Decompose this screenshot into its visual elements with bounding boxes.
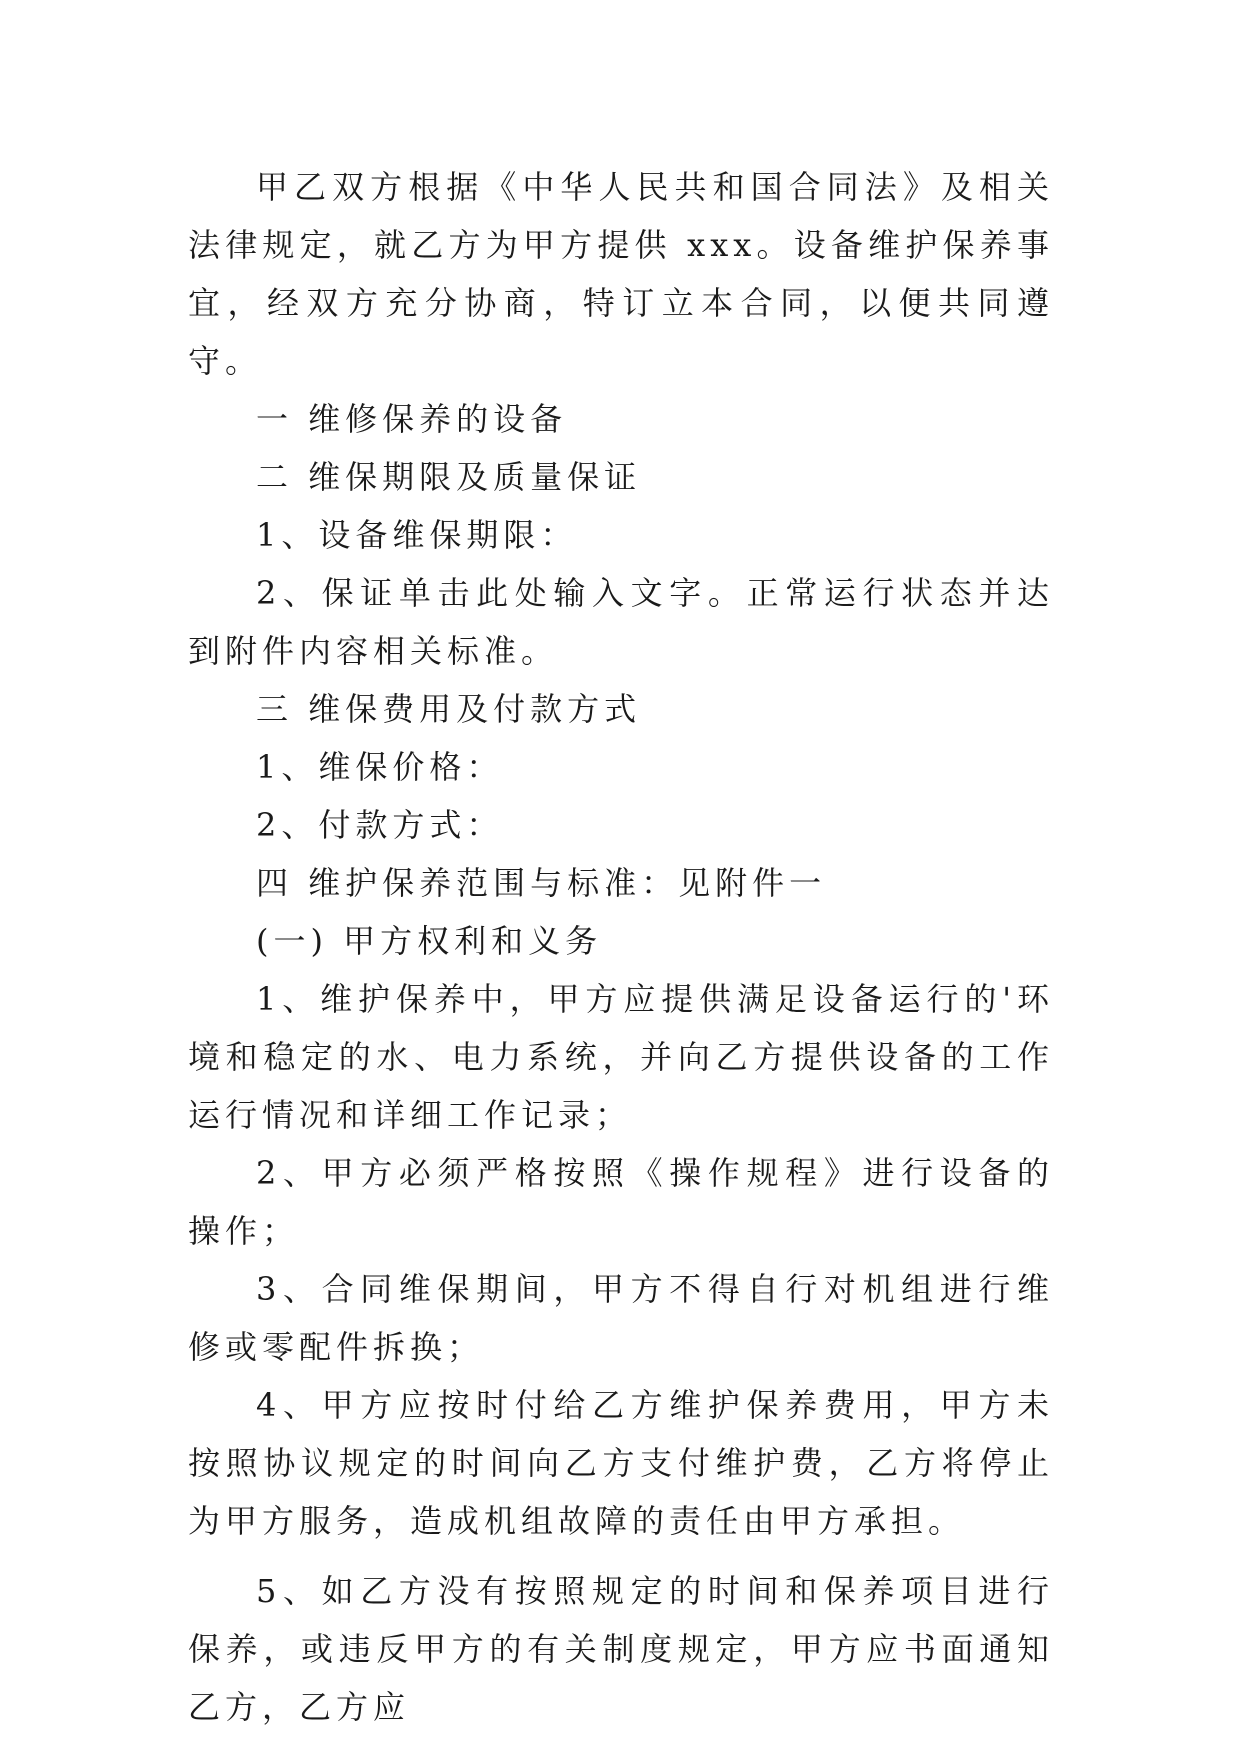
subsection-heading-party-a: (一) 甲方权利和义务 xyxy=(256,922,603,960)
clause-a-3: 3、合同维保期间，甲方不得自行对机组进行维修或零配件拆换； xyxy=(188,1270,1054,1366)
document-body xyxy=(188,158,1054,1736)
clause-a-2: 2、甲方必须严格按照《操作规程》进行设备的操作； xyxy=(188,1154,1054,1250)
clause-2-1: 1、设备维保期限： xyxy=(256,516,578,554)
clause-a-1: 1、维护保养中，甲方应提供满足设备运行的'环境和稳定的水、电力系统，并向乙方提供设备的工作运行情况和详细工作记录； xyxy=(188,980,1054,1134)
clause-a-5: 5、如乙方没有按照规定的时间和保养项目进行保养，或违反甲方的有关制度规定，甲方应书面通知乙方，乙方应 xyxy=(188,1572,1054,1726)
section-heading-4: 四 维护保养范围与标准：见附件一 xyxy=(256,864,827,902)
clause-3-1: 1、维保价格： xyxy=(256,748,504,786)
clause-2-2: 2、保证单击此处输入文字。正常运行状态并达到附件内容相关标准。 xyxy=(188,574,1054,670)
clause-3-2: 2、付款方式： xyxy=(256,806,504,844)
section-heading-1: 一 维修保养的设备 xyxy=(256,400,568,438)
section-heading-3: 三 维保费用及付款方式 xyxy=(256,690,642,728)
clause-a-4: 4、甲方应按时付给乙方维护保养费用，甲方未按照协议规定的时间向乙方支付维护费，乙方将停止为甲方服务，造成机组故障的责任由甲方承担。 xyxy=(188,1386,1054,1540)
paragraph-intro: 甲乙双方根据《中华人民共和国合同法》及相关法律规定，就乙方为甲方提供 xxx。设备维护保养事宜，经双方充分协商，特订立本合同，以便共同遵守。 xyxy=(188,168,1054,380)
section-heading-2: 二 维保期限及质量保证 xyxy=(256,458,642,496)
